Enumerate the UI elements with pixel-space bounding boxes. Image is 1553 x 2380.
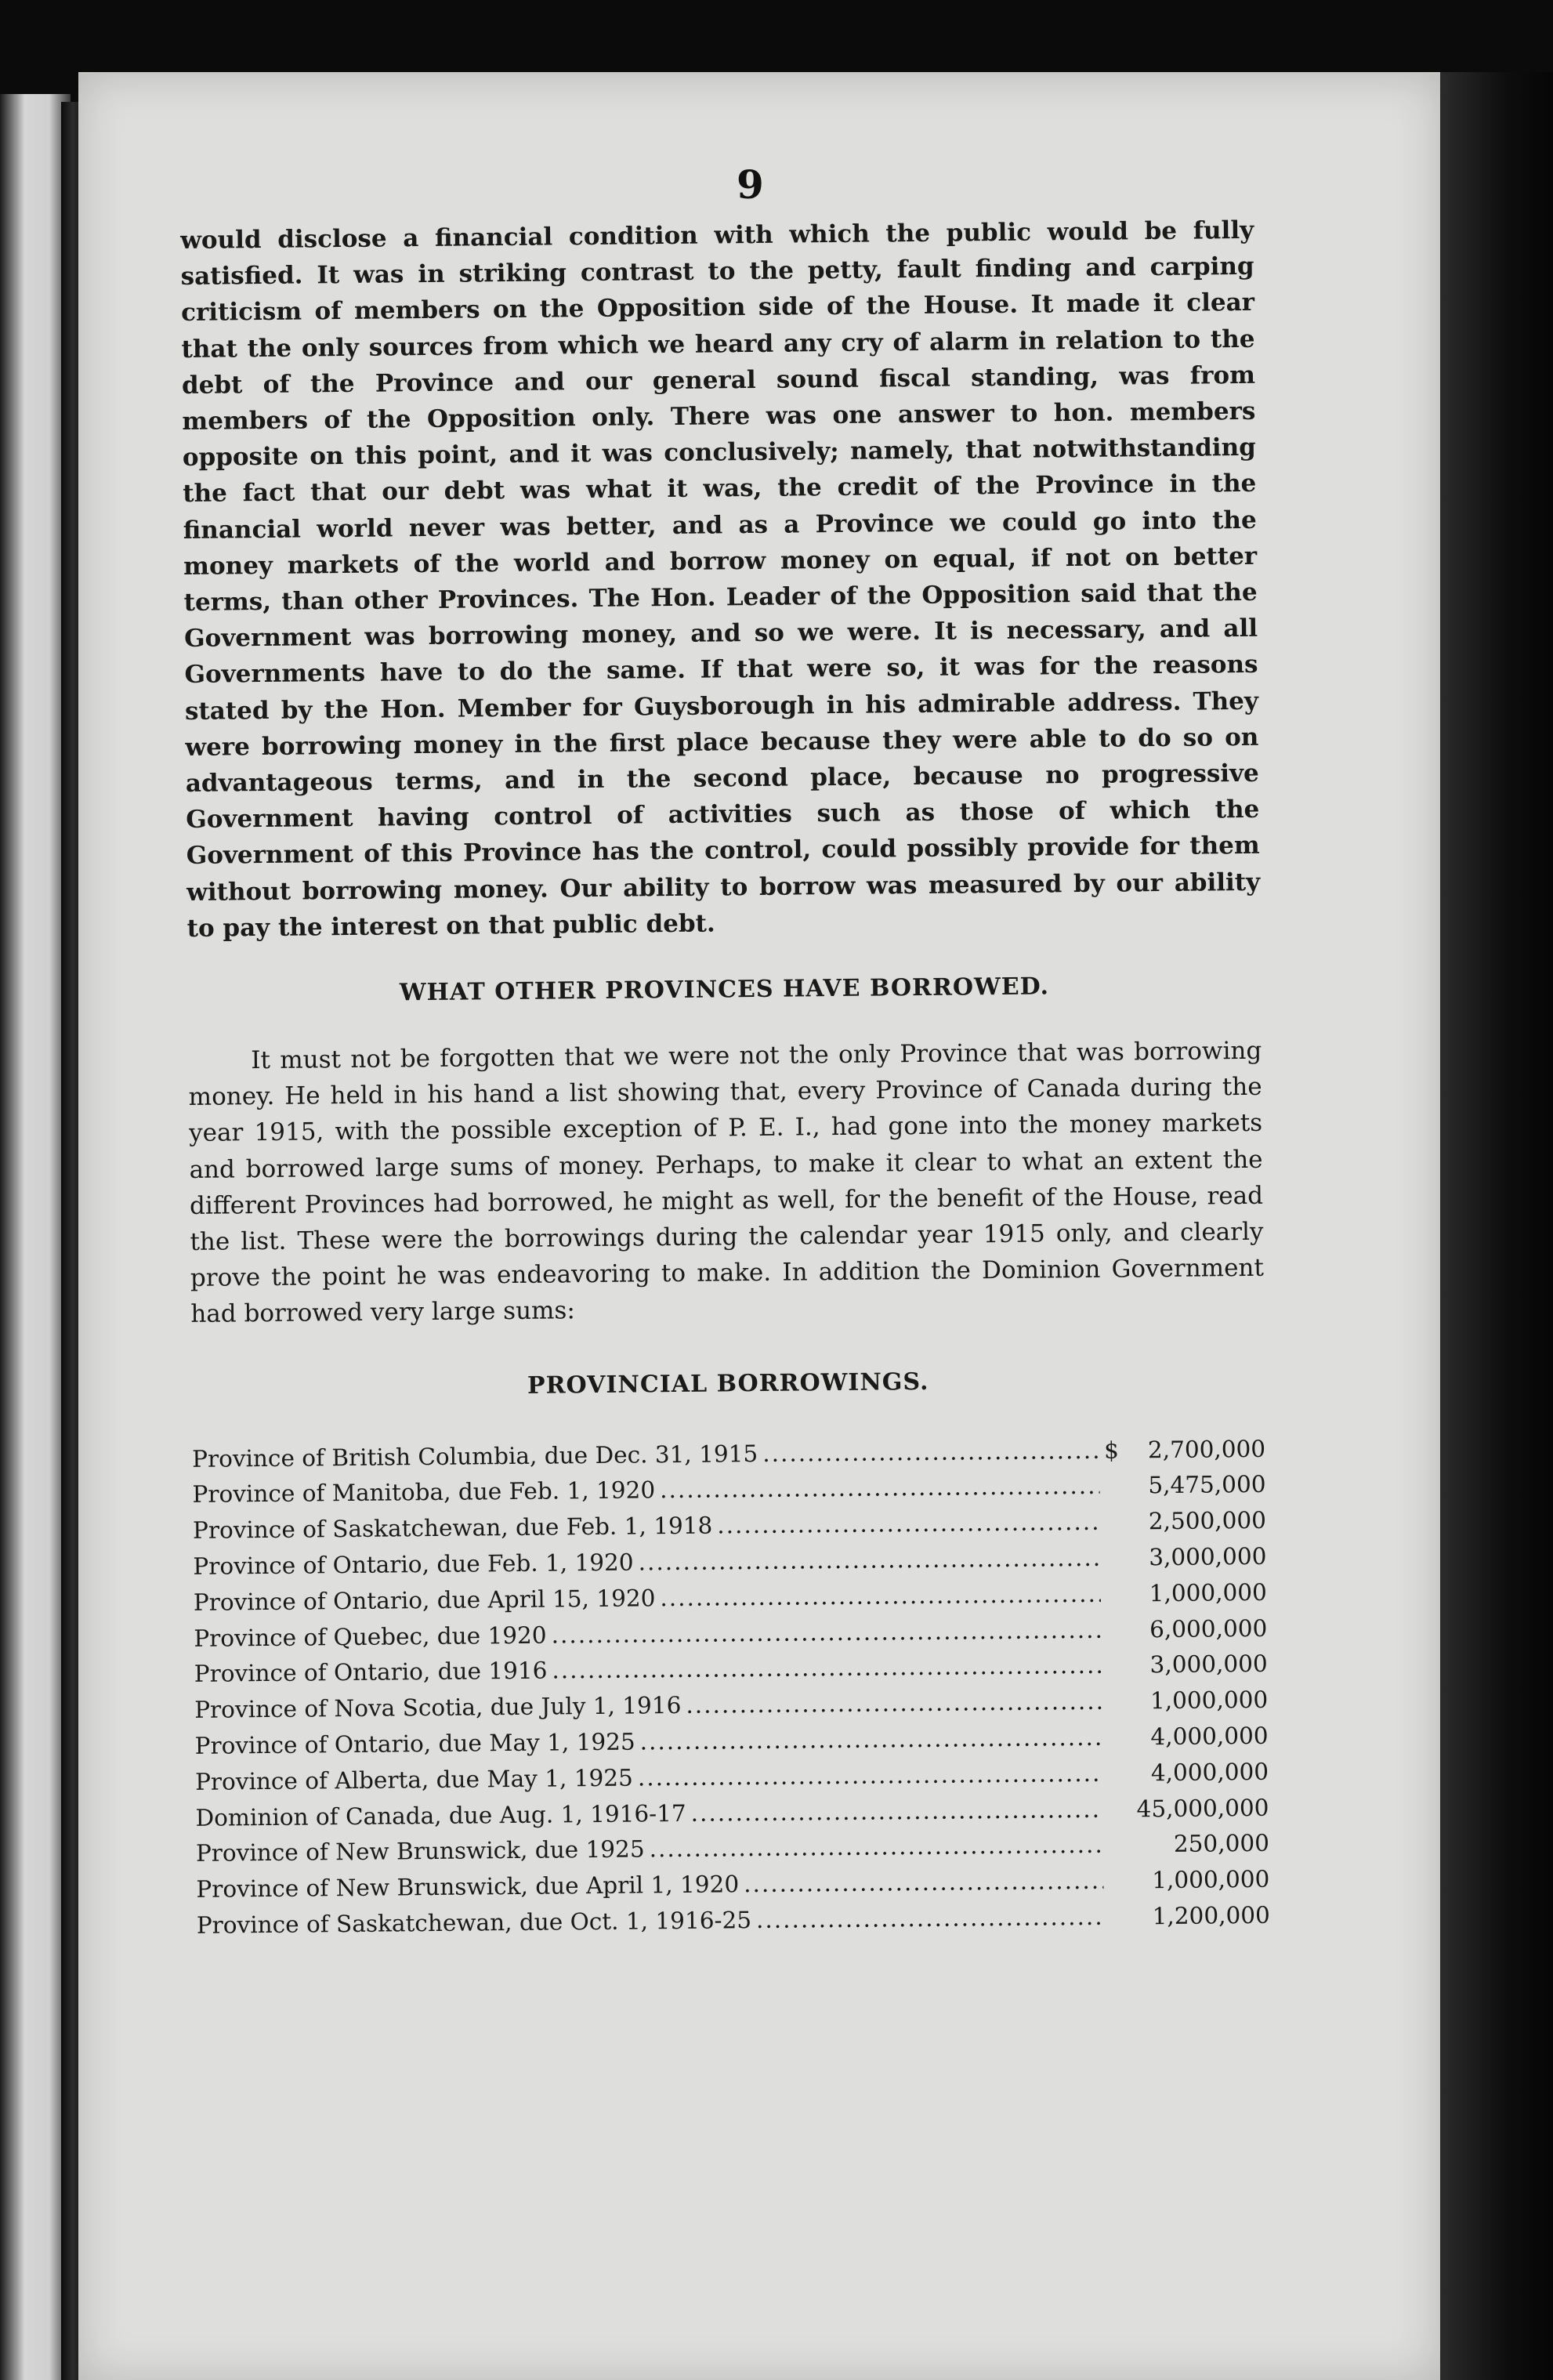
borrowing-description: Province of Ontario, due 1916: [194, 1657, 548, 1688]
borrowing-amount: 2,500,000: [1148, 1507, 1267, 1535]
page-right-edge: [1440, 72, 1553, 2380]
borrowings-list: [192, 1431, 1270, 1943]
dollar-sign: $: [1103, 1436, 1120, 1464]
dot-leader: [638, 1756, 1103, 1796]
dot-leader: [552, 1648, 1102, 1690]
dot-leader: [638, 1541, 1100, 1581]
dot-leader: [649, 1828, 1103, 1867]
paragraph-indent: [188, 1068, 251, 1069]
borrowing-amount: 4,000,000: [1150, 1758, 1269, 1787]
borrowing-amount: 5,475,000: [1148, 1471, 1266, 1499]
borrowing-description: Province of Quebec, due 1920: [194, 1621, 547, 1652]
borrowing-description: Province of Ontario, due Feb. 1, 1920: [193, 1549, 634, 1580]
borrowing-description: Province of British Columbia, due Dec. 31, 1915: [191, 1440, 758, 1473]
dot-leader: [744, 1864, 1104, 1903]
dot-leader: [660, 1577, 1101, 1617]
dot-leader: [762, 1433, 1099, 1473]
borrowing-amount: 1,000,000: [1152, 1866, 1270, 1894]
borrowing-description: Province of Manitoba, due Feb. 1, 1920: [192, 1476, 656, 1509]
borrowing-description: Province of New Brunswick, due 1925: [195, 1835, 645, 1867]
paragraph-2: [188, 1033, 1264, 1333]
borrowing-description: Province of Alberta, due May 1, 1925: [194, 1764, 634, 1795]
dot-leader: [551, 1612, 1101, 1654]
text-column: [180, 212, 1270, 1944]
facing-page-edge: [0, 94, 71, 2380]
borrowing-amount: 2,700,000: [1147, 1435, 1266, 1463]
borrowing-amount: 3,000,000: [1149, 1542, 1267, 1571]
borrowing-amount: 250,000: [1173, 1830, 1270, 1858]
dot-leader: [639, 1720, 1102, 1760]
borrowing-description: Dominion of Canada, due Aug. 1, 1916-17: [195, 1799, 686, 1831]
borrowing-amount: 4,000,000: [1150, 1722, 1269, 1751]
dot-leader: [756, 1900, 1104, 1939]
borrowing-amount: 1,000,000: [1149, 1686, 1269, 1715]
borrowing-amount: 45,000,000: [1136, 1794, 1269, 1823]
borrowing-description: Province of Ontario, due May 1, 1925: [194, 1728, 635, 1759]
dot-leader: [686, 1684, 1102, 1724]
borrowing-description: Province of Nova Scotia, due July 1, 1916: [194, 1692, 682, 1724]
dot-leader: [660, 1469, 1100, 1509]
dot-leader: [690, 1791, 1102, 1831]
page-number: 9: [737, 161, 764, 208]
section-heading: WHAT OTHER PROVINCES HAVE BORROWED.: [399, 973, 1050, 1007]
borrowing-description: Province of Ontario, due April 15, 1920: [193, 1585, 656, 1616]
table-heading: PROVINCIAL BORROWINGS.: [527, 1368, 929, 1400]
borrowing-amount: 3,000,000: [1149, 1650, 1268, 1679]
dot-leader: [717, 1505, 1100, 1544]
paragraph-2-text: It must not be forgotten that we were not the only Province that was borrowing money. He held in his hand a list showing that, every Province of Canada during the year 1915, with the possible exception of P. E. I., had gone into the money markets and borrowed large sums of money. Perhaps, to make it clear to what an extent the different Provinces had borrowed, he might as well, for the benefit of the House, read the list. These were the borrowings during the calendar year 1915 only, and clearly prove the point he was endeavoring to make. In addition the Dominion Government had borrowed very large sums:: [188, 1036, 1265, 1329]
borrowing-amount: 6,000,000: [1149, 1614, 1268, 1643]
page: [78, 72, 1440, 2380]
borrowing-description: Province of New Brunswick, due April 1, 1920: [196, 1871, 740, 1904]
borrowing-description: Province of Saskatchewan, due Oct. 1, 1916-25: [196, 1907, 752, 1939]
borrowing-amount: 1,200,000: [1152, 1901, 1270, 1930]
borrowing-amount: 1,000,000: [1149, 1578, 1268, 1607]
borrowing-description: Province of Saskatchewan, due Feb. 1, 1918: [192, 1512, 713, 1545]
paragraph-1: would disclose a financial condition with which the public would be fully satisfied. It was in striking contrast to the petty, fault finding and carping criticism of members on the Opposition side of the House. It made it clear that the only sources from which we heard any cry of alarm in relation to the debt of the Province and our general sound fiscal standing, was from members of the Opposition only. There was one answer to hon. members opposite on this point, and it was conclusively; namely, that notwithstanding the fact that our debt was what it was, the credit of the Province in the financial world never was better, and as a Province we could go into the money markets of the world and borrow money on equal, if not on better terms, than other Provinces. The Hon. Leader of the Opposition said that the Government was borrowing money, and so we were. It is necessary, and all Governments have to do the same. If that were so, it was for the reasons stated by the Hon. Member for Guysborough in his admirable address. They were borrowing money in the first place because they were able to do so on advantageous terms, and in the second place, because no progressive Government having control of activities such as those of which the Government of this Province has the control, could possibly provide for them without borrowing money. Our ability to borrow was measured by our ability to pay the interest on that public debt.: [180, 216, 1261, 943]
